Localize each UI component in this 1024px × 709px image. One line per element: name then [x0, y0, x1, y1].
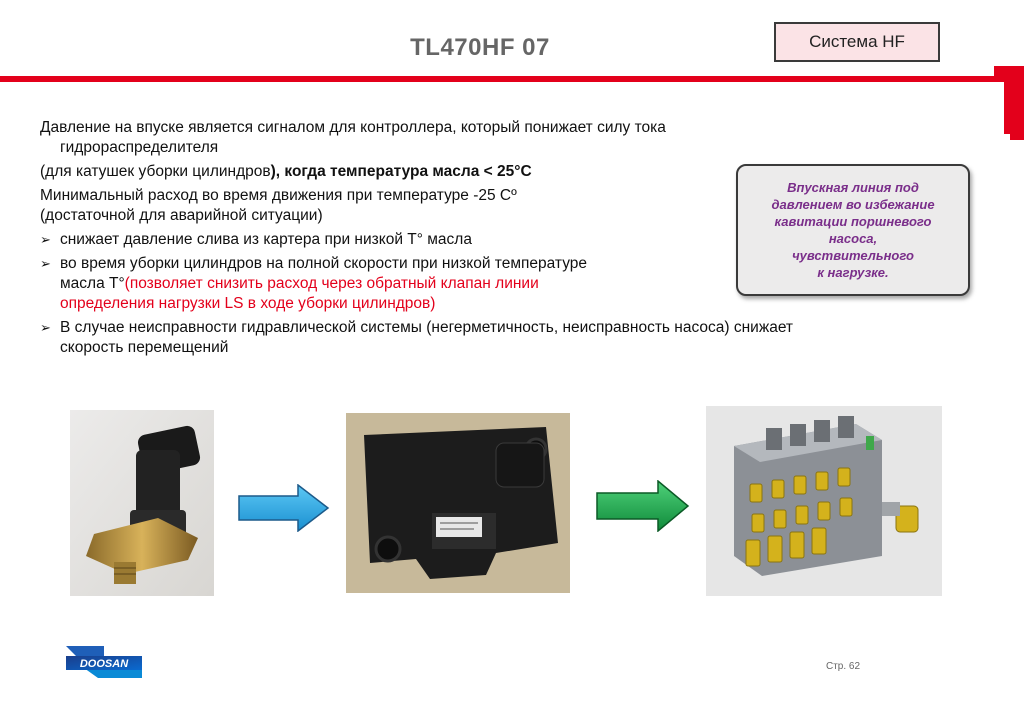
- bullet3-line1: В случае неисправности гидравлической системы (негерметичность, неисправность насоса) снижает: [60, 319, 794, 336]
- green-arrow-icon: [596, 480, 690, 532]
- para2-bold: ), когда температура масла < 25°C: [270, 163, 532, 180]
- blue-arrow-icon: [238, 484, 330, 532]
- page-number: Стр. 62: [826, 661, 861, 672]
- para3-line1: Минимальный расход во время движения при температуре -25 Cº: [40, 187, 517, 204]
- para3-line2: (достаточной для аварийной ситуации): [40, 207, 323, 224]
- controller-image: [346, 413, 570, 593]
- system-label-box: [774, 22, 940, 62]
- note-line: чувствительного: [792, 248, 914, 263]
- bullet2-line2-red: (позволяет снизить расход через обратный клапан линии: [124, 275, 539, 292]
- note-line: насоса,: [828, 231, 878, 246]
- para1-line1: Давление на впуске является сигналом для контроллера, который понижает силу тока: [40, 119, 666, 136]
- bullet3-line2: скорость перемещений: [60, 339, 229, 356]
- paragraph-1: [40, 118, 950, 158]
- bullet-arrow-icon: ➢: [40, 232, 51, 247]
- note-line: кавитации поршневого: [774, 214, 932, 229]
- note-line: к нагрузке.: [817, 265, 889, 280]
- bullet-3: [40, 318, 950, 358]
- pressure-sensor-image: [70, 410, 214, 596]
- logo-text: DOOSAN: [79, 658, 129, 670]
- doosan-logo: [64, 642, 144, 680]
- bullet1-text: снижает давление слива из картера при низкой T° масла: [60, 231, 472, 248]
- para2-normal: (для катушек уборки цилиндров: [40, 163, 271, 180]
- note-callout: [736, 164, 970, 296]
- bullet2-line1: во время уборки цилиндров на полной скорости при низкой температуре: [60, 255, 588, 272]
- bullet2-line2: масла T°: [60, 275, 125, 292]
- bullet-arrow-icon: ➢: [40, 320, 51, 335]
- note-line: Впускная линия под: [787, 180, 919, 195]
- bullet-arrow-icon: ➢: [40, 256, 51, 271]
- system-label: Система HF: [809, 32, 905, 51]
- note-line: давлением во избежание: [771, 197, 935, 212]
- para1-line2: гидрораспределителя: [60, 139, 219, 156]
- bullet2-line3-red: определения нагрузки LS в ходе уборки цилиндров): [60, 295, 436, 312]
- slide-title: TL470HF 07: [410, 34, 550, 61]
- control-valve-image: [706, 406, 942, 596]
